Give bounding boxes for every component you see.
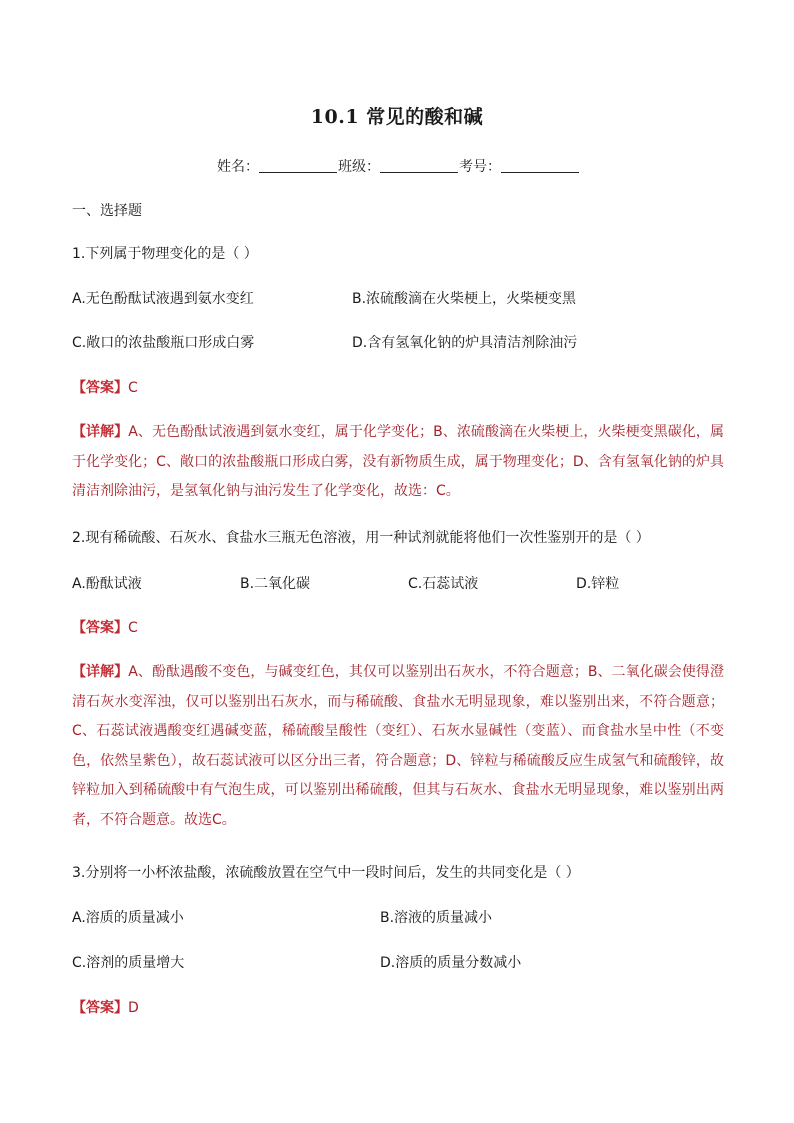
question-3-stem: 3.分别将一小杯浓盐酸，浓硫酸放置在空气中一段时间后，发生的共同变化是（ ）	[72, 865, 580, 881]
answer-value: C	[128, 620, 138, 636]
answer-label: 【答案】	[72, 380, 128, 396]
question-2-detail	[72, 658, 724, 835]
question-1-option-a: A.无色酚酞试液遇到氨水变红	[72, 291, 254, 307]
answer-value: C	[128, 380, 138, 396]
question-1-option-b: B.浓硫酸滴在火柴梗上，火柴梗变黑	[352, 291, 577, 307]
detail-text: A、无色酚酞试液遇到氨水变红，属于化学变化；B、浓硫酸滴在火柴梗上，火柴梗变黑碳化，属于化学变化；C、敞口的浓盐酸瓶口形成白雾，没有新物质生成，属于物理变化；D、含有氢氧化钠的炉具清洁剂除油污，是氢氧化钠与油污发生了化学变化，故选：C。	[72, 424, 724, 499]
question-1-option-d: D.含有氢氧化钠的炉具清洁剂除油污	[352, 335, 578, 351]
question-3-option-b: B.溶液的质量减小	[380, 910, 493, 926]
answer-label: 【答案】	[72, 1000, 128, 1016]
name-blank[interactable]	[259, 158, 337, 173]
detail-label: 【详解】	[72, 664, 129, 680]
question-2-answer	[72, 618, 138, 638]
question-2-stem: 2.现有稀硫酸、石灰水、食盐水三瓶无色溶液，用一种试剂就能将他们一次性鉴别开的是（ ）	[72, 530, 650, 546]
question-1-detail	[72, 418, 724, 507]
class-blank[interactable]	[380, 158, 458, 173]
question-3-option-c: C.溶剂的质量增大	[72, 955, 185, 971]
exam-blank[interactable]	[501, 158, 579, 173]
section-heading: 一、选择题	[72, 203, 142, 219]
detail-label: 【详解】	[72, 424, 129, 440]
question-2-option-c: C.石蕊试液	[408, 576, 479, 592]
question-1-stem: 1.下列属于物理变化的是（ ）	[72, 246, 258, 262]
question-2-option-d: D.锌粒	[576, 576, 620, 592]
question-2-option-a: A.酚酞试液	[72, 576, 142, 592]
question-1-option-c: C.敞口的浓盐酸瓶口形成白雾	[72, 335, 255, 351]
page-title: 10.1 常见的酸和碱	[310, 106, 484, 128]
exam-label: 考号：	[459, 159, 501, 175]
question-1-answer	[72, 378, 138, 398]
question-3-answer	[72, 998, 139, 1018]
answer-value: D	[128, 1000, 139, 1016]
name-label: 姓名：	[217, 159, 259, 175]
question-3-option-d: D.溶质的质量分数减小	[380, 955, 522, 971]
student-info-line	[217, 156, 580, 176]
detail-text: A、酚酞遇酸不变色，与碱变红色，其仅可以鉴别出石灰水，不符合题意；B、二氧化碳会使得澄清石灰水变浑浊，仅可以鉴别出石灰水，而与稀硫酸、食盐水无明显现象，难以鉴别出来，不符合题意；C、石蕊试液遇酸变红遇碱变蓝，稀硫酸呈酸性（变红）、石灰水显碱性（变蓝）、而食盐水呈中性（不变色，依然呈紫色），故石蕊试液可以区分出三者，符合题意；D、锌粒与稀硫酸反应生成氢气和硫酸锌，故锌粒加入到稀硫酸中有气泡生成，可以鉴别出稀硫酸，但其与石灰水、食盐水无明显现象，难以鉴别出两者，不符合题意。故选C。	[72, 664, 724, 828]
question-2-option-b: B.二氧化碳	[240, 576, 311, 592]
question-3-option-a: A.溶质的质量减小	[72, 910, 184, 926]
class-label: 班级：	[338, 159, 380, 175]
answer-label: 【答案】	[72, 620, 128, 636]
